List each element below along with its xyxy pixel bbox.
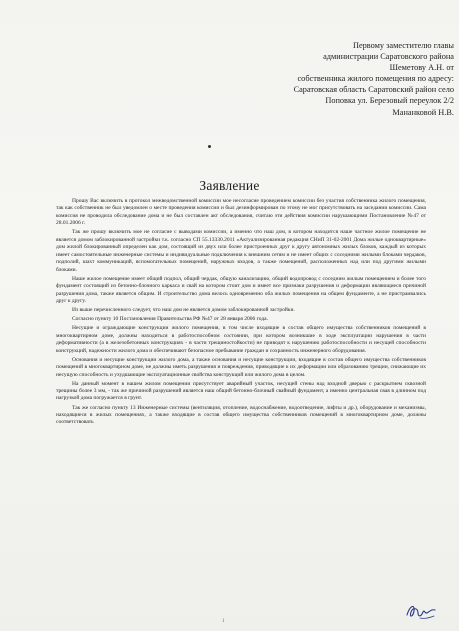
page-number: 1 bbox=[222, 619, 225, 624]
addressee-line: Шеметову А.Н. от bbox=[389, 63, 454, 73]
addressee-line: Мананковой Н.В. bbox=[392, 107, 454, 117]
document-body bbox=[56, 198, 426, 428]
addressee-block bbox=[222, 40, 454, 118]
body-paragraph: Согласно пункту 10 Постановления Правительства РФ №47 от 28 января 2006 года. bbox=[72, 316, 268, 323]
body-paragraph: Так же прошу включить мое не согласие с выводами комиссии, а именно что наш дом, в котором находится наше частное жилое помещение не является домом заблокированной застройки т.к. согласно СП 55.13330.2011 «Актуализированная редакция СНиП 31-02-2001 Дома жилые одноквартирные» дом жилой блокированный определен как дом, состоящий из двух или более пристроенных друг к другу автономных жилых блоков, каждый из которых имеет самостоятельные инженерные системы и индивидуальные подключения к внешним сетям и не имеет общих с соседними жилыми блоками чердаков, подполий, шахт коммуникаций, вспомогательных помещений, наружных входов, а также помещений, расположенных над или под другими жилыми блоками. bbox=[56, 229, 426, 273]
document-title: Заявление bbox=[199, 178, 260, 193]
handwritten-signature bbox=[404, 600, 438, 622]
body-paragraph: Из выше перечисленного следует, что наш дом не является домом заблокированной застройки. bbox=[72, 307, 295, 314]
body-paragraph: Основания и несущие конструкции жилого дома, а также основания и несущие конструкции, входящие в состав общего имущества собственников помещений в многоквартирном доме, не должны иметь разрушения и повреждения, приводящие к их деформации или образованию трещин, снижающие их несущую способность и ухудшающие эксплуатационные свойства конструкций или жилого дома в целом. bbox=[56, 356, 426, 378]
addressee-line: собственника жилого помещения по адресу: bbox=[297, 74, 454, 84]
body-paragraph: Наше жилое помещение имеет общий подпол, общий чердак, общую канализацию, общий водопровод с соседним жилым помещением и более того фундамент состоящий из бетонно-блочного каркаса и свай на котором стоит дом и имеет все признаки разрушения и деформации являющиеся причиной разрушения дома, также является общим. И строительство дома велось одновременно оба жилых помещения на общем фундаменте, а не пристраивались друг к другу. bbox=[56, 275, 426, 305]
addressee-line: администрации Саратовского района bbox=[323, 52, 454, 62]
body-paragraph: Так же согласно пункту 13 Инженерные системы (вентиляция, отопление, водоснабжение, водоотведение, лифты и др.), оборудование и механизмы, находящиеся в жилых помещениях, а также входящие в состав общего имущества собственников помещений в многоквартирном доме, должны соответствовать bbox=[56, 404, 426, 426]
addressee-line: Саратовская область Саратовский район село bbox=[293, 85, 454, 95]
body-paragraph: На данный момент в нашем жилом помещении присутствует аварийный участок, несущей стены над входной дверью с раскрытием сквозной трещины более 3 мм, - так же причиной разрушений является наш общий бетонно-блочный свайный фундамент, а именно центральная свая в длинном под нагрузкой дома погружается в грунт. bbox=[56, 380, 426, 402]
ink-dot bbox=[208, 145, 211, 148]
addressee-line: Поповка ул. Березовый переулок 2/2 bbox=[325, 96, 454, 106]
addressee-line: Первому заместителю главы bbox=[352, 41, 454, 50]
body-paragraph: Прошу Вас включить в протокол межведомственной комиссии мое несогласие проведением комиссии без участия собственника жилого помещения, так как собственник не был уведомлен о месте проведения комиссии и был дезинформирован по этому не мог присутствовать на заседании комиссии. Сама комиссия не проводила обследование дома и не был составлен акт обследования, считаю эти действия комиссии нарушающими Постановление №47 от 28.01.2006 г. bbox=[56, 198, 426, 227]
body-paragraph: Несущие и ограждающие конструкции жилого помещения, в том числе входящие в состав общего имущества собственников помещений в многоквартирном доме, должны находиться в работоспособном состоянии, при котором возникшие в ходе эксплуатации нарушения в части деформативности (а в железобетонных конструкциях - в части трещиностойкости) не приводят к нарушению работоспособности и несущей способности конструкций, надежности жилого дома и обеспечивают безопасное пребывание граждан и сохранность инженерного оборудования. bbox=[56, 325, 426, 354]
